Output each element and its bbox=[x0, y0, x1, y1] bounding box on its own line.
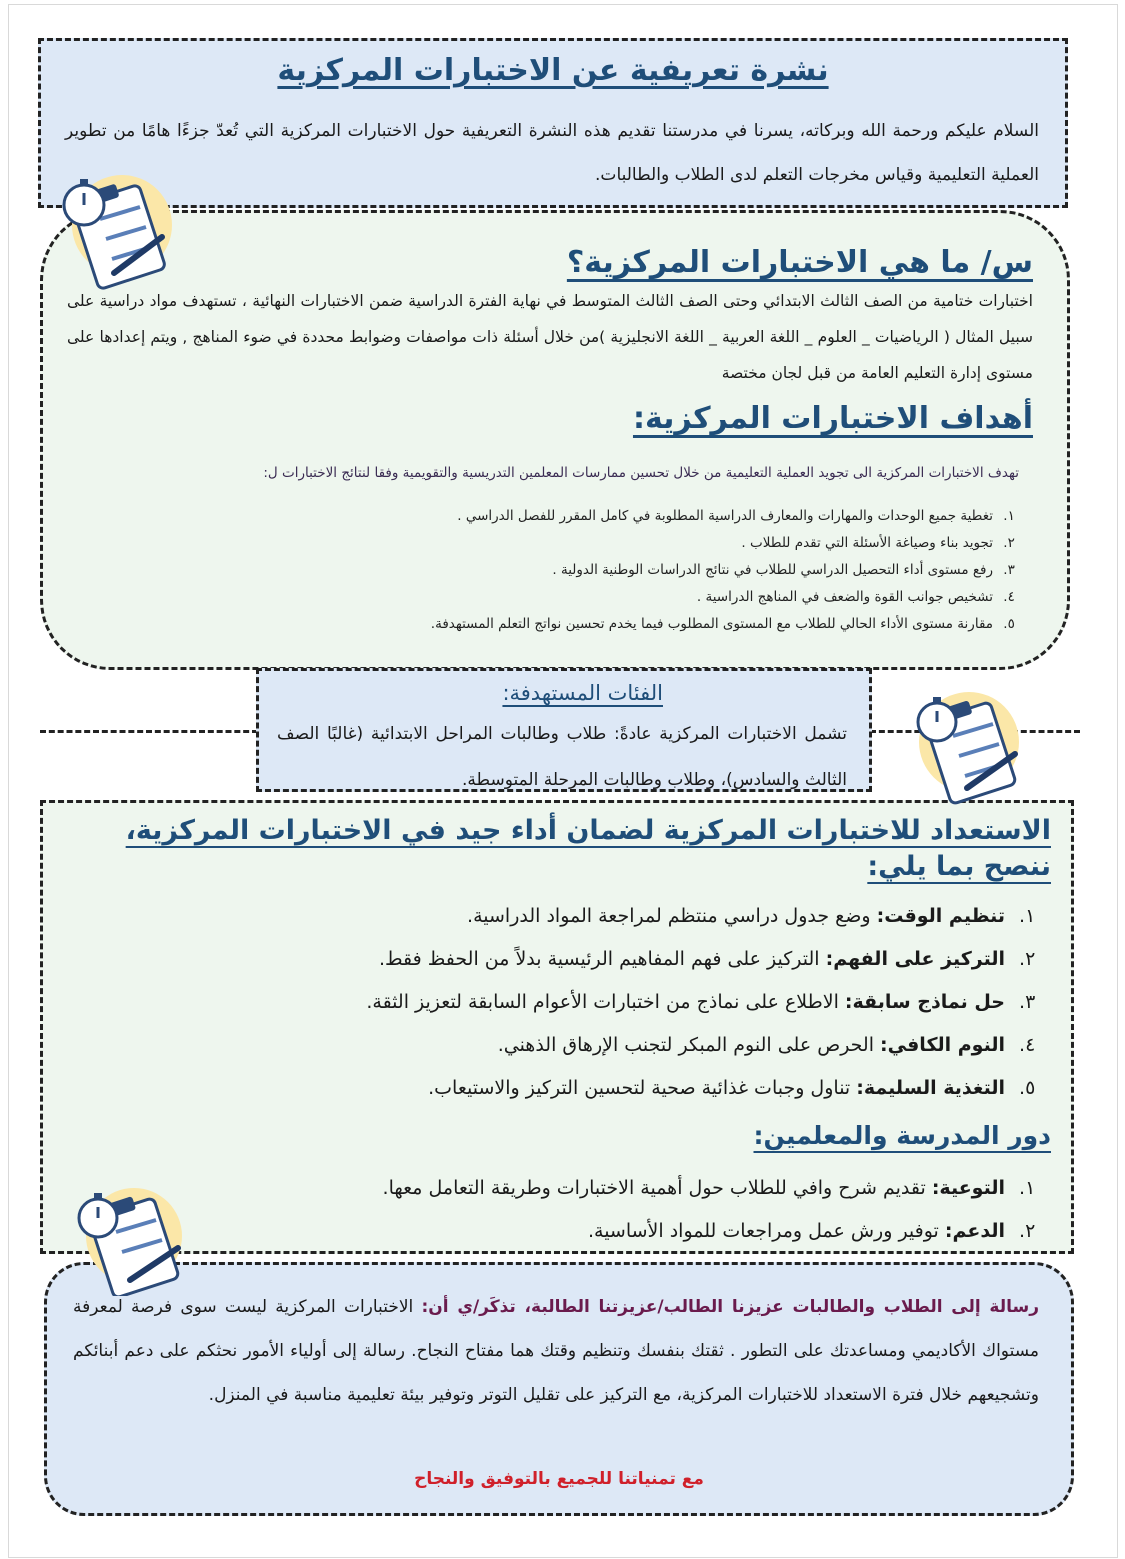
role-item-text: توفير ورش عمل ومراجعات للمواد الأساسية. bbox=[587, 1220, 945, 1242]
message-box bbox=[44, 1262, 1074, 1516]
intro-text: السلام عليكم ورحمة الله وبركاته، يسرنا في مدرستنا تقديم هذه النشرة التعريفية حول الاختبارات المركزية التي تُعدّ جزءًا هامًا من تطوير العملية التعليمية وقياس مخرجات التعلم لدى الطلاب والطالبات. bbox=[65, 121, 1039, 185]
role-item-label: التوعية: bbox=[931, 1177, 1005, 1199]
divider-left bbox=[40, 730, 258, 733]
prep-item bbox=[63, 981, 1013, 1024]
message-text bbox=[73, 1285, 1039, 1417]
clipboard-stopwatch-icon bbox=[58, 1176, 198, 1296]
prep-item bbox=[63, 938, 1013, 981]
prep-item bbox=[63, 1024, 1013, 1067]
prep-item-label: التركيز على الفهم: bbox=[825, 948, 1005, 970]
clipboard-stopwatch-icon bbox=[44, 155, 184, 295]
message-body: الاختبارات المركزية ليست سوى فرصة لمعرفة مستواك الأكاديمي ومساعدتك على التطور . ثقتك بنفسك وتنظيم وقتك هما مفتاح النجاح. رسالة إلى أولياء الأمور نحثكم على دعم أبنائكم وتشجيعهم خلال فترة الاستعداد للاختبارات المركزية، مع التركيز على تقليل التوتر وتوفير بيئة تعليمية مناسبة في المنزل. bbox=[73, 1297, 1039, 1405]
target-heading: الفئات المستهدفة: bbox=[502, 681, 663, 705]
prep-list bbox=[63, 895, 1045, 1110]
page-title: نشرة تعريفية عن الاختبارات المركزية bbox=[277, 53, 829, 88]
target-text: تشمل الاختبارات المركزية عادةً: طلاب وطالبات المراحل الابتدائية (غالبًا الصف الثالث والسادس)، وطلاب وطالبات المرحلة المتوسطة. bbox=[277, 724, 847, 790]
goal-item: 1. تغطية جميع الوحدات والمهارات والمعارف الدراسية المطلوبة في كامل المقرر للفصل الدراسي . bbox=[163, 503, 999, 530]
goals-heading: أهداف الاختبارات المركزية: bbox=[632, 401, 1033, 436]
goal-item: 2. تجويد بناء وصياغة الأسئلة التي تقدم للطلاب . bbox=[163, 530, 999, 557]
role-heading: دور المدرسة والمعلمين: bbox=[753, 1121, 1051, 1150]
clipboard-stopwatch-icon bbox=[895, 676, 1035, 806]
prep-item-label: حل نماذج سابقة: bbox=[844, 991, 1005, 1013]
message-lead: رسالة إلى الطلاب والطالبات عزيزنا الطالب/عزيزتنا الطالبة، تذكَر/ي أن: bbox=[421, 1297, 1040, 1317]
prep-item bbox=[63, 1067, 1013, 1110]
prep-item-text: تناول وجبات غذائية صحية لتحسين التركيز والاستيعاب. bbox=[428, 1077, 857, 1099]
prep-item-label: تنظيم الوقت: bbox=[876, 905, 1005, 927]
what-heading: س/ ما هي الاختبارات المركزية؟ bbox=[566, 245, 1033, 280]
goals-list bbox=[163, 503, 1027, 638]
role-list bbox=[63, 1167, 1045, 1253]
what-text: اختبارات ختامية من الصف الثالث الابتدائي وحتى الصف الثالث المتوسط في نهاية الفترة الدراسية ضمن الاختبارات النهائية ، تستهدف مواد دراسية على سبيل المثال ( الرياضيات _ العلوم _ اللغة العربية _ اللغة الانجليزية )من خلال أسئلة ذات مواصفات وضوابط محددة في ضوء المناهج , ويتم إعدادها على مستوى إدارة التعليم العامة من قبل لجان مختصة bbox=[67, 292, 1033, 382]
role-item-label: الدعم: bbox=[944, 1220, 1005, 1242]
role-item bbox=[63, 1167, 1013, 1210]
prep-item-label: النوم الكافي: bbox=[880, 1034, 1005, 1056]
goal-item: 4. تشخيص جوانب القوة والضعف في المناهج الدراسية . bbox=[163, 584, 999, 611]
prep-item bbox=[63, 895, 1013, 938]
prep-item-text: الحرص على النوم المبكر لتجنب الإرهاق الذهني. bbox=[497, 1034, 881, 1056]
role-item bbox=[63, 1210, 1013, 1253]
prep-item-text: وضع جدول دراسي منتظم لمراجعة المواد الدراسية. bbox=[467, 905, 877, 927]
intro-box bbox=[38, 38, 1068, 208]
prep-item-text: التركيز على فهم المفاهيم الرئيسية بدلاً من الحفظ فقط. bbox=[378, 948, 826, 970]
prep-item-label: التغذية السليمة: bbox=[856, 1077, 1005, 1099]
closing-text: مع تمنياتنا للجميع بالتوفيق والنجاح bbox=[414, 1469, 704, 1489]
prep-item-text: الاطلاع على نماذج من اختبارات الأعوام السابقة لتعزيز الثقة. bbox=[366, 991, 845, 1013]
what-goals-box bbox=[40, 210, 1070, 670]
prep-heading: الاستعداد للاختبارات المركزية لضمان أداء جيد في الاختبارات المركزية، ننصح بما يلي: bbox=[125, 815, 1051, 882]
role-item-text: تقديم شرح وافي للطلاب حول أهمية الاختبارات وطريقة التعامل معها. bbox=[382, 1177, 932, 1199]
goal-item: 5. مقارنة مستوى الأداء الحالي للطلاب مع المستوى المطلوب فيما يخدم تحسين نواتج التعلم المستهدفة. bbox=[163, 611, 999, 638]
goal-item: 3. رفع مستوى أداء التحصيل الدراسي للطلاب في نتائج الدراسات الوطنية الدولية . bbox=[163, 557, 999, 584]
goals-intro: تهدف الاختبارات المركزية الى تجويد العملية التعليمية من خلال تحسين ممارسات المعلمين التدريسية والتقويمية وفقا لنتائج الاختبارات ل: bbox=[263, 465, 1019, 481]
target-box bbox=[256, 668, 872, 792]
